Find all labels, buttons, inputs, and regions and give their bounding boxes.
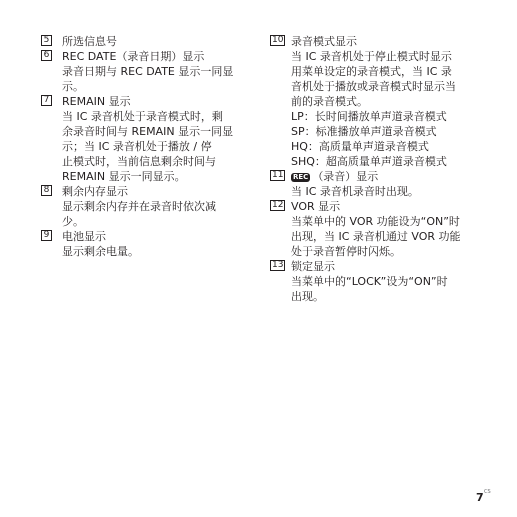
item-6 [41, 49, 241, 94]
description-line: 处于录音暂停时闪烁。 [291, 245, 401, 258]
item-description [291, 274, 485, 304]
description-line: 显示剩余内存并在录音时依次减 [62, 200, 216, 213]
item-description [62, 109, 241, 184]
description-line: 录音日期与 REC DATE 显示一同显 [62, 65, 234, 78]
item-title: 锁定显示 [291, 260, 335, 273]
description-line: 出现。 [291, 290, 324, 303]
item-number-box: 11 [272, 170, 284, 180]
page-number: 7 [476, 491, 484, 504]
item-description [62, 199, 241, 229]
description-line: 示。 [62, 80, 84, 93]
description-line: LP：长时间播放单声道录音模式 [291, 110, 447, 123]
item-12 [270, 199, 485, 259]
item-title [291, 169, 485, 184]
right-column [270, 34, 485, 304]
item-title: 所选信息号 [62, 35, 117, 48]
item-title: REMAIN 显示 [62, 95, 131, 108]
item-description [291, 184, 485, 199]
description-line: 显示剩余电量。 [62, 245, 139, 258]
item-description [291, 49, 485, 169]
item-title: 录音模式显示 [291, 35, 357, 48]
item-number-box: 5 [41, 35, 52, 46]
description-line: 音机处于播放或录音模式时显示当 [291, 80, 456, 93]
item-7 [41, 94, 241, 184]
description-line: 用菜单设定的录音模式，当 IC 录 [291, 65, 452, 78]
item-description [62, 64, 241, 94]
item-title: 电池显示 [62, 230, 106, 243]
item-number-box: 9 [41, 230, 52, 241]
page-language-code: CS [484, 489, 491, 495]
item-number-box: 12 [272, 200, 284, 210]
item-title: REC DATE（录音日期）显示 [62, 50, 205, 63]
item-9 [41, 229, 241, 259]
item-number-box: 13 [272, 260, 284, 270]
description-line: 当菜单中的“LOCK”设为“ON”时 [291, 275, 448, 288]
item-8 [41, 184, 241, 229]
description-line: 当 IC 录音机处于停止模式时显示 [291, 50, 452, 63]
description-line: 余录音时间与 REMAIN 显示一同显 [62, 125, 234, 138]
left-column [41, 34, 241, 259]
description-line: SP：标准播放单声道录音模式 [291, 125, 437, 138]
description-line: 出现，当 IC 录音机通过 VOR 功能 [291, 230, 461, 243]
item-number-box: 6 [41, 50, 52, 61]
description-line: 少。 [62, 215, 84, 228]
description-line: SHQ：超高质量单声道录音模式 [291, 155, 447, 168]
item-13 [270, 259, 485, 304]
description-line: 当 IC 录音机录音时出现。 [291, 185, 419, 198]
description-line: REMAIN 显示一同显示。 [62, 170, 186, 183]
item-number-box: 7 [41, 95, 52, 106]
item-title: VOR 显示 [291, 200, 341, 213]
item-number-box: 8 [41, 185, 52, 196]
item-10 [270, 34, 485, 169]
item-number-box: 10 [272, 35, 284, 45]
description-line: 当菜单中的 VOR 功能设为“ON”时 [291, 215, 460, 228]
item-title: 剩余内存显示 [62, 185, 128, 198]
description-line: HQ：高质量单声道录音模式 [291, 140, 429, 153]
description-line: 止模式时，当前信息剩余时间与 [62, 155, 216, 168]
description-line: 当 IC 录音机处于录音模式时，剩 [62, 110, 223, 123]
description-line: 示；当 IC 录音机处于播放 / 停 [62, 140, 212, 153]
item-5 [41, 34, 241, 49]
item-description [291, 214, 485, 259]
item-description [62, 244, 241, 259]
description-line: 前的录音模式。 [291, 95, 368, 108]
item-title-text: （录音）显示 [312, 170, 379, 183]
rec-badge-icon: REC [293, 173, 309, 181]
item-11 [270, 169, 485, 199]
